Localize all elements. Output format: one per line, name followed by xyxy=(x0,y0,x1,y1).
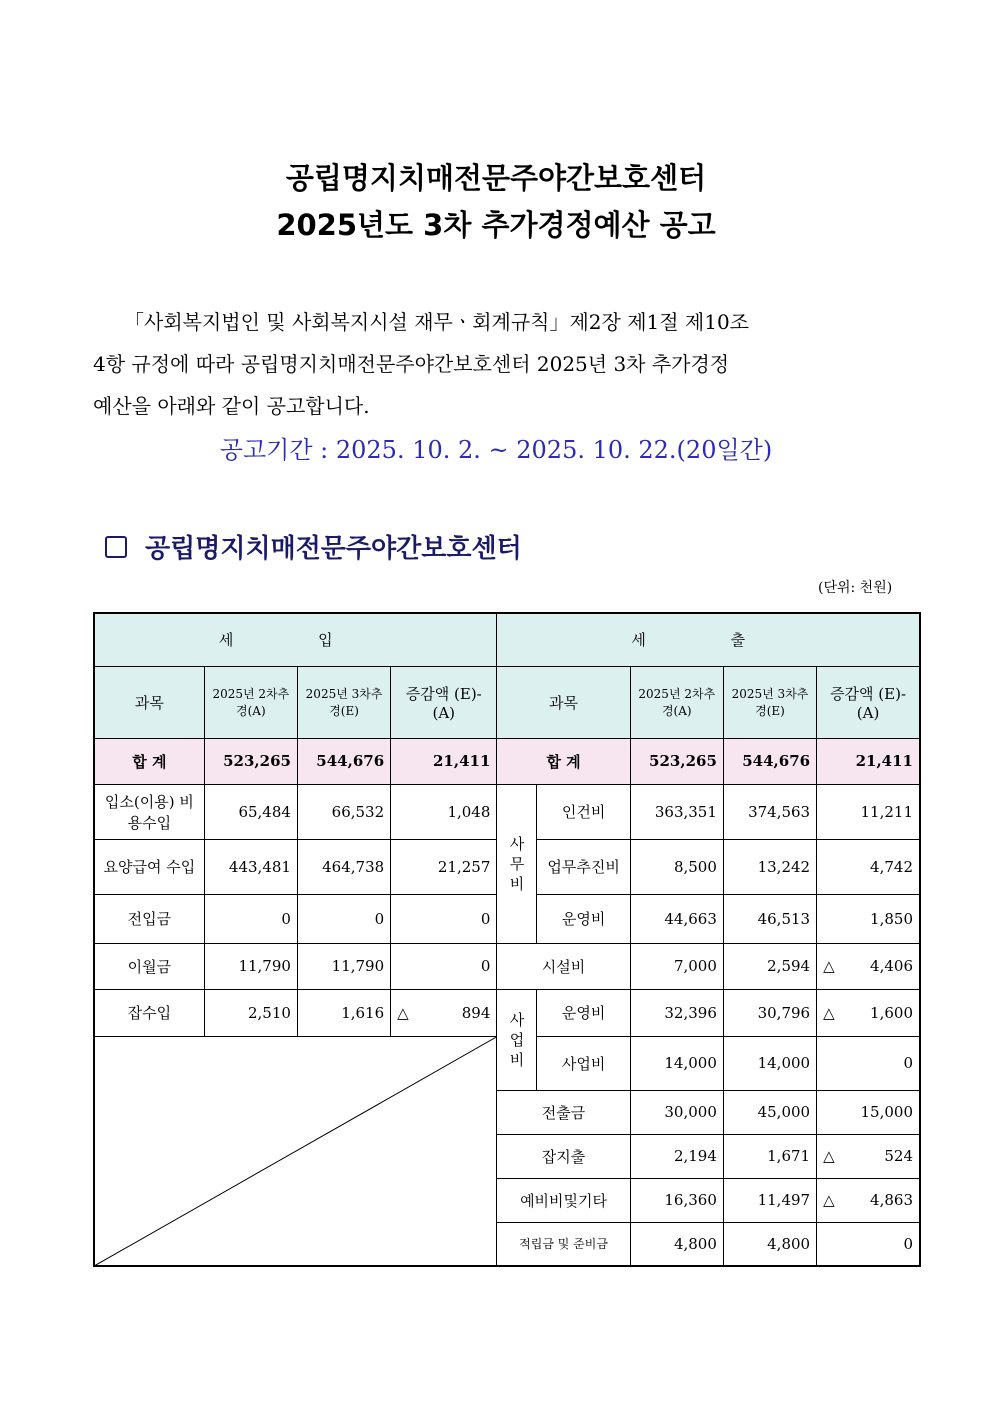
expense-a: 16,360 xyxy=(630,1178,723,1222)
table-row xyxy=(94,784,920,839)
revenue-item-header: 과목 xyxy=(94,666,204,738)
revenue-a: 2,510 xyxy=(204,989,297,1036)
expense-label: 운영비 xyxy=(537,894,630,943)
revenue-a: 443,481 xyxy=(204,839,297,894)
expense-a: 4,800 xyxy=(630,1222,723,1266)
revenue-label: 이월금 xyxy=(94,943,204,989)
revenue-col-a-header: 2025년 2차추경(A) xyxy=(204,666,297,738)
expense-diff: 15,000 xyxy=(817,1090,920,1134)
revenue-b: 464,738 xyxy=(297,839,390,894)
expense-header: 세 출 xyxy=(497,613,920,666)
expense-group-project: 사업비 xyxy=(497,989,537,1090)
expense-diff: △ 1,600 xyxy=(817,989,920,1036)
budget-table xyxy=(93,612,921,1267)
expense-col-b-header: 2025년 3차추경(E) xyxy=(723,666,816,738)
expense-a: 44,663 xyxy=(630,894,723,943)
expense-label: 인건비 xyxy=(537,784,630,839)
total-revenue-b: 544,676 xyxy=(297,738,390,784)
intro-line1: 「사회복지법인 및 사회복지시설 재무ㆍ회계규칙」제2장 제1절 제10조 xyxy=(124,310,750,334)
document-title-line1: 공립명지치매전문주야간보호센터 xyxy=(285,161,707,195)
revenue-label: 입소(이용) 비용수입 xyxy=(94,784,204,839)
revenue-diff: △ 894 xyxy=(391,989,497,1036)
expense-diff: 1,850 xyxy=(817,894,920,943)
expense-a: 2,194 xyxy=(630,1134,723,1178)
revenue-col-b-header: 2025년 3차추경(E) xyxy=(297,666,390,738)
diagonal-line xyxy=(95,1037,496,1266)
revenue-header: 세 입 xyxy=(94,613,497,666)
expense-diff: 0 xyxy=(817,1222,920,1266)
section-heading xyxy=(105,528,522,565)
expense-label: 운영비 xyxy=(537,989,630,1036)
section-title: 공립명지치매전문주야간보호센터 xyxy=(145,534,522,564)
revenue-a: 11,790 xyxy=(204,943,297,989)
total-expense-label: 합 계 xyxy=(497,738,630,784)
revenue-diff: 21,257 xyxy=(391,839,497,894)
document-title-line2: 2025년도 3차 추가경정예산 공고 xyxy=(276,208,716,242)
table-row xyxy=(94,989,920,1036)
expense-diff: △ 4,863 xyxy=(817,1178,920,1222)
decrease-triangle-icon: △ xyxy=(823,1003,835,1022)
expense-a: 363,351 xyxy=(630,784,723,839)
revenue-diff: 0 xyxy=(391,943,497,989)
empty-diagonal-cell xyxy=(94,1036,497,1266)
total-expense-a: 523,265 xyxy=(630,738,723,784)
expense-b: 30,796 xyxy=(723,989,816,1036)
revenue-a: 65,484 xyxy=(204,784,297,839)
revenue-label: 전입금 xyxy=(94,894,204,943)
total-revenue-diff: 21,411 xyxy=(391,738,497,784)
decrease-triangle-icon: △ xyxy=(397,1003,409,1022)
expense-b: 4,800 xyxy=(723,1222,816,1266)
checkbox-square-icon xyxy=(105,536,127,558)
expense-diff: 0 xyxy=(817,1036,920,1090)
expense-diff-header: 증감액 (E)-(A) xyxy=(817,666,920,738)
total-row xyxy=(94,738,920,784)
expense-b: 45,000 xyxy=(723,1090,816,1134)
unit-label: (단위: 천원) xyxy=(818,580,893,596)
expense-diff: △ 524 xyxy=(817,1134,920,1178)
total-label: 합 계 xyxy=(94,738,204,784)
revenue-diff-header: 증감액 (E)-(A) xyxy=(391,666,497,738)
revenue-b: 11,790 xyxy=(297,943,390,989)
revenue-diff: 0 xyxy=(391,894,497,943)
expense-label: 적립금 및 준비금 xyxy=(497,1222,630,1266)
expense-label: 사업비 xyxy=(537,1036,630,1090)
expense-label: 잡지출 xyxy=(497,1134,630,1178)
expense-item-header: 과목 xyxy=(497,666,630,738)
table-row xyxy=(94,943,920,989)
intro-line3: 예산을 아래와 같이 공고합니다. xyxy=(93,394,370,418)
expense-group-admin: 사무비 xyxy=(497,784,537,943)
decrease-triangle-icon: △ xyxy=(823,1147,835,1165)
expense-label: 업무추진비 xyxy=(537,839,630,894)
expense-a: 8,500 xyxy=(630,839,723,894)
revenue-b: 0 xyxy=(297,894,390,943)
intro-line2: 4항 규정에 따라 공립명지치매전문주야간보호센터 2025년 3차 추가경정 xyxy=(93,352,730,376)
expense-b: 11,497 xyxy=(723,1178,816,1222)
notice-period: 공고기간 : 2025. 10. 2. ~ 2025. 10. 22.(20일간) xyxy=(219,436,773,464)
expense-b: 374,563 xyxy=(723,784,816,839)
expense-b: 14,000 xyxy=(723,1036,816,1090)
expense-a: 7,000 xyxy=(630,943,723,989)
expense-b: 13,242 xyxy=(723,839,816,894)
revenue-b: 1,616 xyxy=(297,989,390,1036)
expense-b: 2,594 xyxy=(723,943,816,989)
revenue-diff: 1,048 xyxy=(391,784,497,839)
revenue-a: 0 xyxy=(204,894,297,943)
expense-diff: 11,211 xyxy=(817,784,920,839)
decrease-triangle-icon: △ xyxy=(823,1191,835,1209)
total-expense-diff: 21,411 xyxy=(817,738,920,784)
revenue-label: 잡수입 xyxy=(94,989,204,1036)
total-expense-b: 544,676 xyxy=(723,738,816,784)
expense-diff: △ 4,406 xyxy=(817,943,920,989)
expense-b: 46,513 xyxy=(723,894,816,943)
revenue-b: 66,532 xyxy=(297,784,390,839)
decrease-triangle-icon: △ xyxy=(823,957,835,975)
expense-col-a-header: 2025년 2차추경(A) xyxy=(630,666,723,738)
expense-label: 시설비 xyxy=(497,943,630,989)
expense-a: 14,000 xyxy=(630,1036,723,1090)
expense-b: 1,671 xyxy=(723,1134,816,1178)
expense-label: 전출금 xyxy=(497,1090,630,1134)
expense-a: 32,396 xyxy=(630,989,723,1036)
revenue-label: 요양급여 수입 xyxy=(94,839,204,894)
expense-label: 예비비및기타 xyxy=(497,1178,630,1222)
expense-diff: 4,742 xyxy=(817,839,920,894)
total-revenue-a: 523,265 xyxy=(204,738,297,784)
expense-a: 30,000 xyxy=(630,1090,723,1134)
